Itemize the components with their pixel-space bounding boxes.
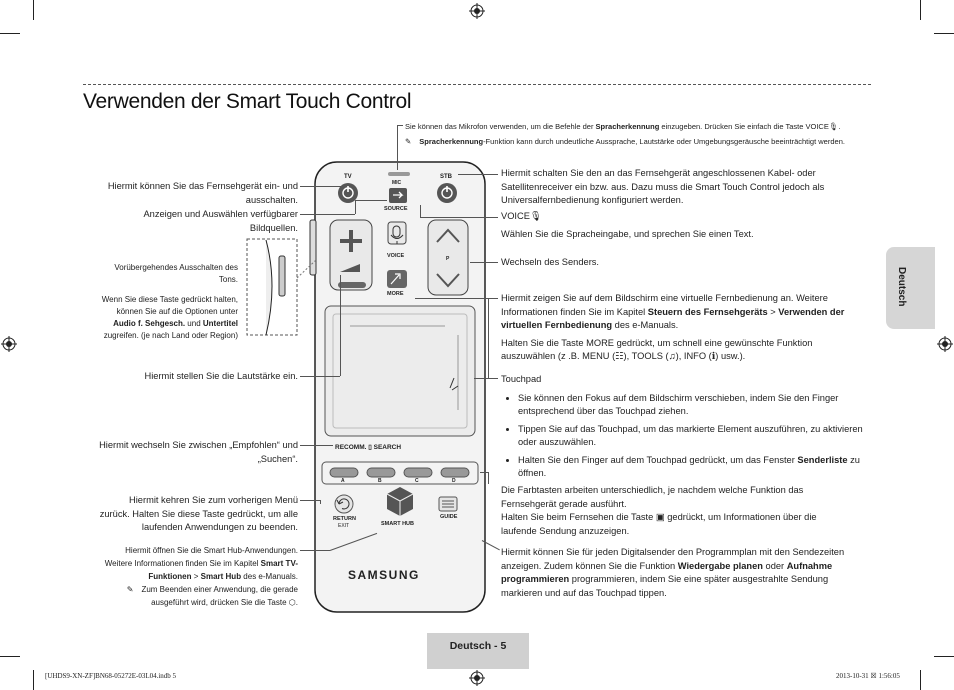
remote-label-smart-hub: SMART HUB [381,521,414,527]
leader-line [300,214,355,215]
note-pencil-icon: ✎ [405,137,412,146]
voice-description: VOICE🎙 Wählen Sie die Spracheingabe, und sprechen Sie einen Text. [501,211,754,239]
remote-label-more: MORE [387,291,404,297]
leader-line [458,174,498,175]
remote-recomm-search: RECOMM. ▯ SEARCH [335,444,402,451]
footer-file-info: [UHDS9-XN-ZF]BN68-05272E-03L04.indb 5 [45,672,177,680]
remote-label-a: A [341,478,345,484]
crop-mark [920,0,921,20]
smart-hub-description: Hiermit öffnen Sie die Smart Hub-Anwendungen. Weitere Informationen finden Sie im Kapitel Smart TV- Funktionen > Smart Hub des e-Manuals. ✎ Zum Beenden einer Anwendung, die gerade ausgeführt wird, drücken Sie die Taste ⬡. [104,546,298,607]
crop-mark [33,0,34,20]
leader-line [320,500,321,504]
stb-power-description: Hiermit schalten Sie den an das Fernsehgerät angeschlossenen Kabel- oder Satellitenreceiver ein bzw. aus. Dazu muss die Smart Touch Control jedoch als Universalfernbedienung konfiguriert werden. [501,168,825,205]
recomm-description: Hiermit wechseln Sie zwischen „Empfohlen“ und „Suchen“. [99,440,298,464]
channel-description: Wechseln des Senders. [501,257,600,267]
remote-label-exit: EXIT [338,523,350,529]
crop-mark [920,670,921,690]
registration-mark-icon [469,670,485,686]
guide-description: Hiermit können Sie für jeden Digitalsender den Programmplan mit den Sendezeiten anzeigen. Zudem können Sie die Funktion Wiedergabe planen oder Aufnahme programmieren programmieren, indem Sie eine später ausgestrahlte Sendung markieren und auf das Touchpad tippen. [501,547,845,598]
remote-label-return: RETURN [333,516,356,522]
mute-button-inset [246,238,318,338]
crop-mark [934,656,954,657]
remote-label-tv: TV [344,174,352,180]
remote-label-stb: STB [440,174,452,180]
color-buttons-description: Die Farbtasten arbeiten unterschiedlich, je nachdem welche Funktion das Fernsehgerät gerade ausführt. Halten Sie beim Fernsehen die Taste ▣ gedrückt, um Informationen über die laufende Sendung anzuzeigen. [501,485,817,536]
leader-line [355,200,387,201]
remote-brand-logo: SAMSUNG [348,568,420,582]
leader-line [420,217,498,218]
touchpad-description: Touchpad • Sie können den Fokus auf dem Bildschirm verschieben, indem Sie den Finger entsprechend über das Touchpad ziehen. • Tippen Sie auf das Touchpad, um das markierte Element auszuführen, zu aktivieren oder auszuwählen. • Halten Sie den Finger auf dem Touchpad gedrückt, um das Fenster Senderliste zu öffnen. [501,373,871,485]
leader-line [300,376,340,377]
remote-label-d: D [452,478,456,484]
remote-label-guide: GUIDE [440,514,458,520]
list-item: • Tippen Sie auf das Touchpad, um das markierte Element auszuführen, zu aktivieren oder auszuwählen. [518,423,871,450]
tv-power-description: Hiermit können Sie das Fernsehgerät ein- und ausschalten. [107,181,298,205]
leader-line [340,275,341,376]
leader-line [355,200,356,214]
volume-description: Hiermit stellen Sie die Lautstärke ein. [144,371,298,381]
leader-line [474,378,498,379]
mic-icon: 🎙 [529,211,542,221]
crop-mark [934,33,954,34]
leader-line [300,500,320,501]
mic-note: Sie können das Mikrofon verwenden, um die Befehle der Spracherkennung einzugeben. Drücken Sie einfach die Taste VOICE🎙. ✎ Spracherkennung-Funktion kann durch undeutliche Aussprache, Lautstärke oder Umgebungsgeräusche beeinträchtigt werden. [405,122,845,146]
leader-line [415,298,498,299]
leader-line [300,550,330,551]
list-item: • Halten Sie den Finger auf dem Touchpad gedrückt, um das Fenster Senderliste zu öffnen. [518,454,871,481]
mic-icon: 🎙 [828,122,839,131]
leader-line [488,298,489,378]
remote-label-voice: VOICE [387,253,405,259]
remote-label-p: P [446,256,450,262]
list-item: • Sie können den Fokus auf dem Bildschirm verschieben, indem Sie den Finger entsprechend über das Touchpad ziehen. [518,392,871,419]
crop-mark [0,33,20,34]
remote-label-source: SOURCE [384,206,408,212]
return-description: Hiermit kehren Sie zum vorherigen Menü zurück. Halten Sie diese Taste gedrückt, um alle laufenden Anwendungen zu beenden. [99,495,298,532]
language-tab[interactable]: Deutsch [886,247,935,329]
footer-date: 2013-10-31 ☒ 1:56:05 [836,672,900,680]
leader-line [488,472,489,484]
registration-mark-icon [1,336,17,352]
leader-line [397,125,403,126]
leader-line [300,186,342,187]
source-description: Anzeigen und Auswählen verfügbarer Bildquellen. [143,209,298,233]
leader-line [470,262,498,263]
page-title: Verwenden der Smart Touch Control [83,90,412,113]
leader-line [397,125,398,170]
remote-label-mic: MIC [392,180,402,186]
remote-label-c: C [415,478,419,484]
note-pencil-icon: ✎ [126,585,134,594]
crop-mark [0,656,20,657]
remote-label-b: B [378,478,382,484]
registration-mark-icon [937,336,953,352]
more-description: Hiermit zeigen Sie auf dem Bildschirm eine virtuelle Fernbedienung an. Weitere Informationen finden Sie im Kapitel Steuern des Fernsehgeräts > Verwenden der virtuellen Fernbedienung des e-Manuals. Halten Sie die Taste MORE gedrückt, um schnell eine gewünschte Funktion auszuwählen (z .B. MENU (☷), TOOLS (♫), INFO (ℹ) usw.). [501,293,845,361]
stb-power-button [437,183,457,203]
mute-description: Vorübergehendes Ausschalten des Tons. Wenn Sie diese Taste gedrückt halten, können Sie auf die Optionen unter Audio f. Sehgesch. und Untertitel zugreifen. (je nach Land oder Region) [101,263,238,340]
smart-hub-icon: ⬡ [288,598,296,607]
leader-line [480,472,488,473]
leader-line [300,445,333,446]
registration-mark-icon [469,3,485,19]
leader-line [420,205,421,217]
page-number-box: Deutsch - 5 [427,633,529,669]
crop-mark [33,670,34,690]
header-rule [83,84,871,85]
